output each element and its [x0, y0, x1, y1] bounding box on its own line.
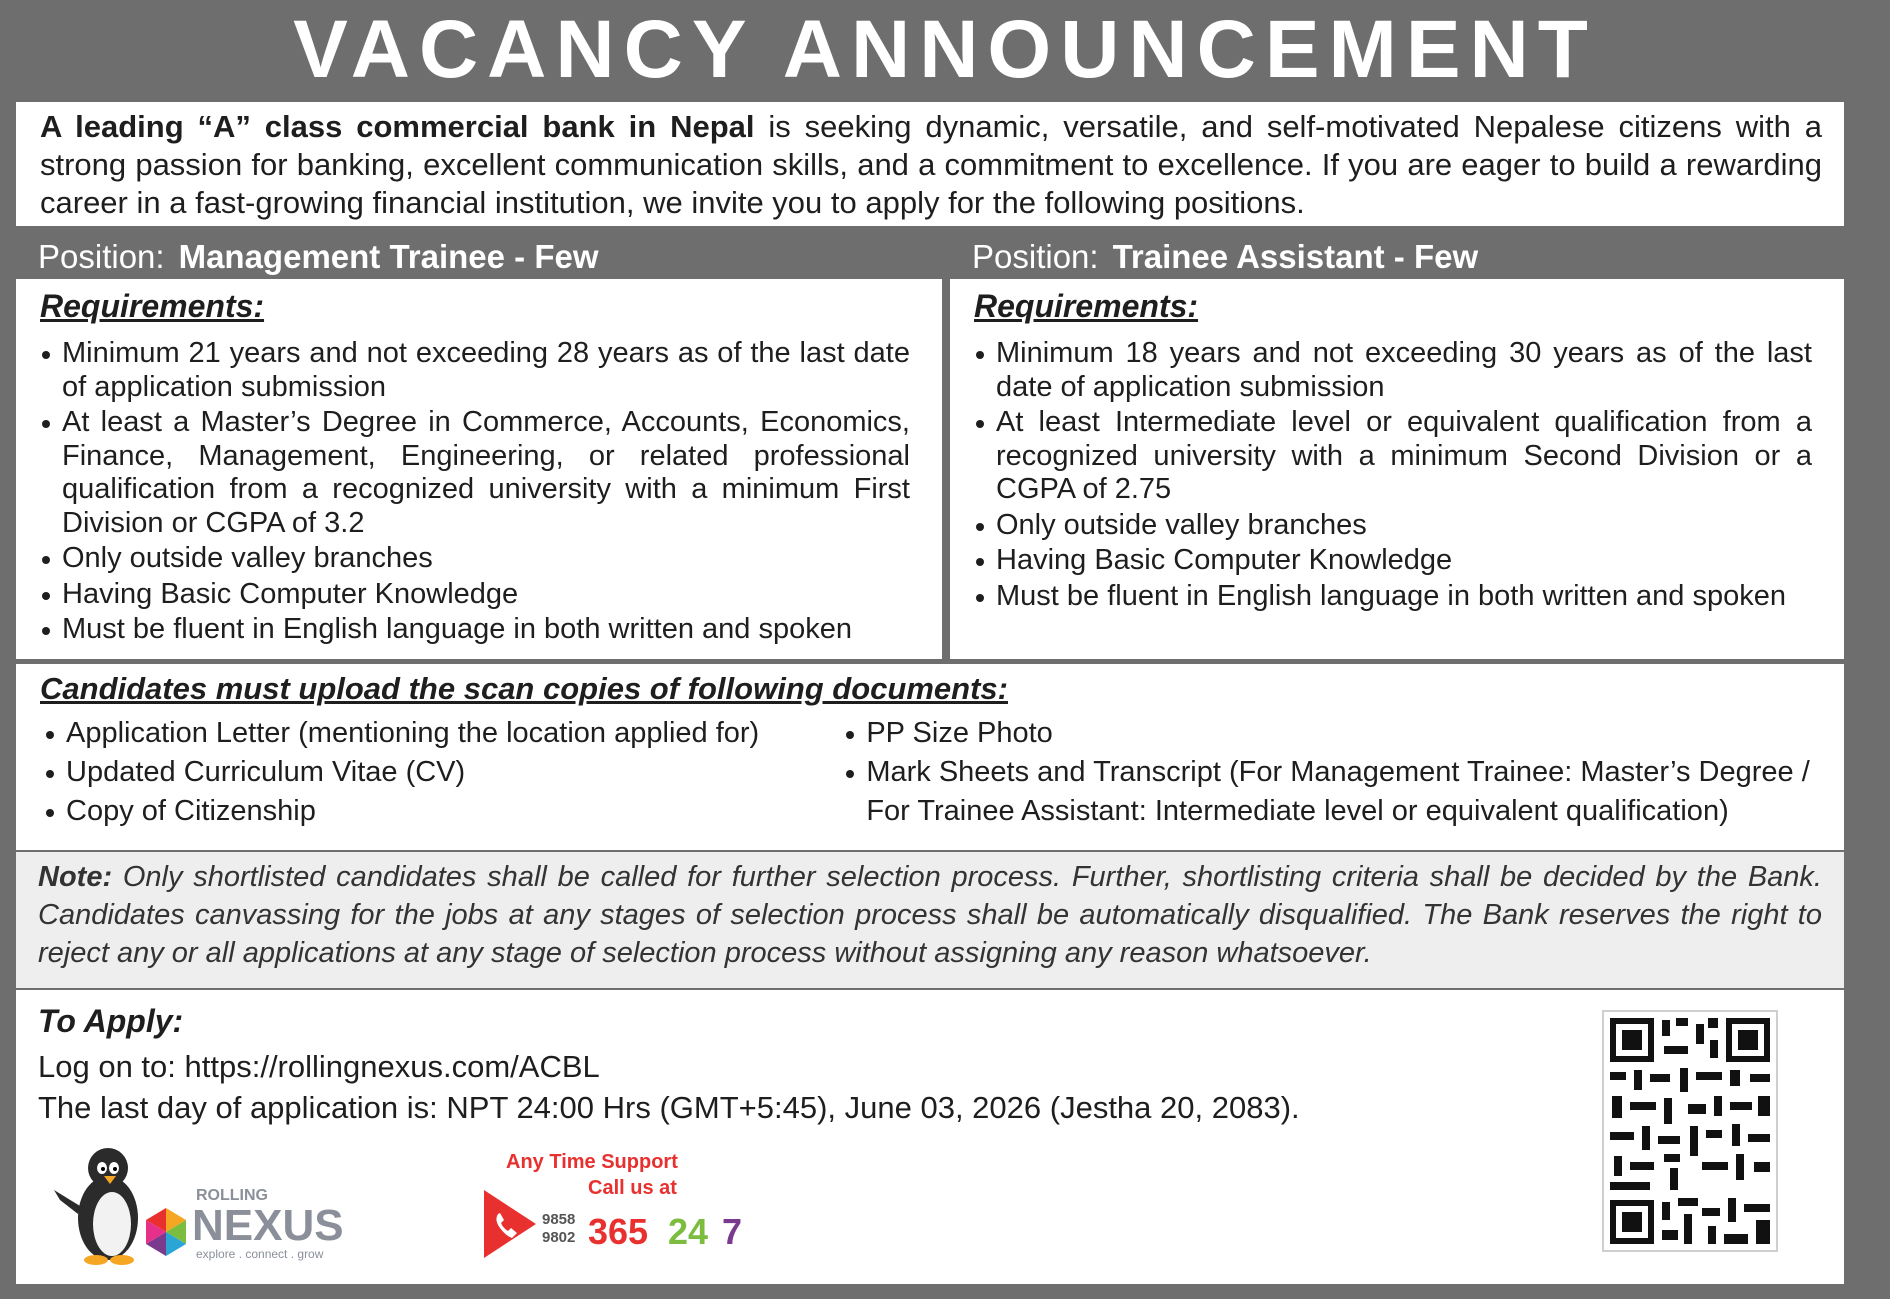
phone-number-365: 365 [588, 1211, 649, 1252]
list-item: Must be fluent in English language in both written and spoken [40, 613, 910, 647]
requirements-box-management-trainee [16, 279, 942, 659]
position-header-trainee-assistant [950, 234, 1844, 279]
logo-tagline: explore . connect . grow [196, 1247, 324, 1261]
qr-code[interactable] [1602, 1010, 1778, 1252]
support-line1: Any Time Support [506, 1151, 678, 1173]
documents-title: Candidates must upload the scan copies of following documents: [40, 671, 1008, 706]
page-title: VACANCY ANNOUNCEMENT [293, 4, 1597, 95]
position-title: Trainee Assistant - Few [1112, 238, 1479, 275]
apply-url-line[interactable]: Log on to: https://rollingnexus.com/ACBL [38, 1049, 600, 1084]
rolling-nexus-logo [36, 1138, 416, 1268]
phone-prefix-bottom: 9802 [542, 1229, 576, 1246]
qr-code-icon [1604, 1012, 1776, 1250]
list-item: Minimum 18 years and not exceeding 30 years as of the last date of application submission [974, 337, 1812, 404]
list-item: Updated Curriculum Vitae (CV) [40, 753, 840, 792]
hexagon-logo-icon [146, 1208, 186, 1256]
list-item: Copy of Citizenship [40, 792, 840, 831]
support-line2: Call us at [588, 1177, 677, 1199]
support-banner [484, 1146, 824, 1266]
note-section [16, 852, 1844, 988]
list-item: Mark Sheets and Transcript (For Management Trainee: Master’s Degree / For Trainee Assistant: Intermediate level or equivalent qualification) [840, 753, 1822, 831]
list-item: At least a Master’s Degree in Commerce, Accounts, Economics, Finance, Management, Engineering, or related professional qualification from a recognized university with a minimum First Division or CGPA of 3.2 [40, 406, 910, 540]
list-item: At least Intermediate level or equivalent qualification from a recognized university with a minimum Second Division or a CGPA of 2.75 [974, 406, 1812, 507]
position-title: Management Trainee - Few [178, 238, 599, 275]
list-item: Having Basic Computer Knowledge [974, 544, 1812, 578]
list-item: Application Letter (mentioning the location applied for) [40, 714, 840, 753]
phone-number-24: 24 [668, 1211, 709, 1252]
deadline-line: The last day of application is: NPT 24:00 Hrs (GMT+5:45), June 03, 2026 (Jestha 20, 2083). [38, 1090, 1300, 1125]
requirements-title: Requirements: [40, 288, 265, 324]
position-header-management-trainee [16, 234, 942, 279]
list-item: Only outside valley branches [40, 542, 910, 576]
list-item: Must be fluent in English language in both written and spoken [974, 580, 1812, 614]
note-text: Only shortlisted candidates shall be called for further selection process. Further, shortlisting criteria shall be decided by the Bank. Candidates canvassing for the jobs at any stages of selection process shall be automatically disqualified. The Bank reserves the right to reject any or all applications at any stage of selection process without assigning any reason whatsoever. [38, 861, 1822, 969]
requirements-box-trainee-assistant [950, 279, 1844, 659]
intro-text: is seeking dynamic, versatile, and self-motivated Nepalese citizens with a strong passion for banking, excellent communication skills, and a commitment to excellence. If you are eager to build a rewarding career in a fast-growing financial institution, we invite you to apply for the following positions. [40, 109, 1823, 220]
apply-section [16, 990, 1844, 1284]
phone-arrow-icon [484, 1190, 536, 1258]
list-item: Having Basic Computer Knowledge [40, 578, 910, 612]
logo-big-text: NEXUS [192, 1201, 344, 1250]
documents-list-right [840, 714, 1822, 831]
intro-paragraph [16, 102, 1844, 226]
note-label: Note: [38, 861, 113, 893]
penguin-mascot-icon [54, 1148, 138, 1265]
documents-section [16, 664, 1844, 850]
phone-prefix-top: 9858 [542, 1211, 576, 1228]
position-label: Position: [972, 238, 1099, 275]
list-item: Minimum 21 years and not exceeding 28 years as of the last date of application submission [40, 337, 910, 404]
phone-number-7: 7 [722, 1211, 743, 1252]
requirements-title: Requirements: [974, 288, 1199, 324]
apply-title: To Apply: [38, 1003, 184, 1039]
intro-bold: A leading “A” class commercial bank in Nepal [40, 109, 755, 144]
logo-small-text: ROLLING [196, 1187, 268, 1204]
requirements-list [974, 337, 1812, 613]
documents-list-left [40, 714, 840, 831]
requirements-list [40, 337, 910, 647]
list-item: Only outside valley branches [974, 509, 1812, 543]
list-item: PP Size Photo [840, 714, 1822, 753]
position-label: Position: [38, 238, 165, 275]
